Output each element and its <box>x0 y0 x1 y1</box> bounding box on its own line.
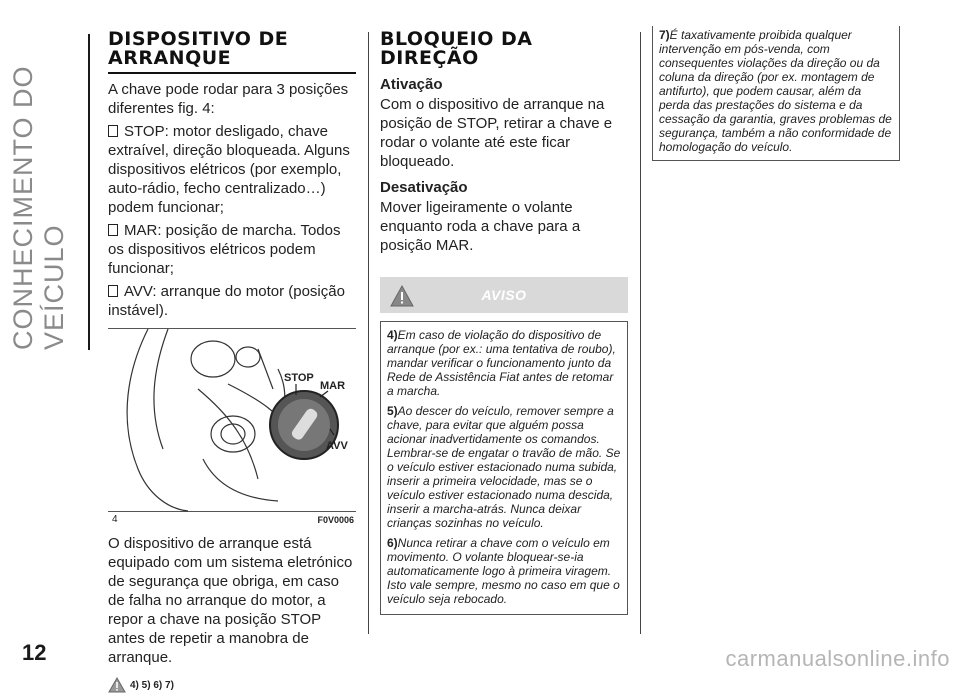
section-heading: BLOQUEIO DA DIREÇÃO <box>380 28 533 69</box>
warning-note: 5)Ao descer do veículo, remover sempre a chave, para evitar que alguém possa acionar inadvertidamente os comandos. Lembrar-se de engatar o travão de mão. Se o veículo estiver estacionado numa subida, inserir a primeira velocidade, mas se o veículo estiver estacionado numa descida, inserir a marcha-atrás. Nunca deixar crianças sozinhas no veículo. <box>387 404 621 530</box>
warning-label: AVISO <box>481 287 527 303</box>
body-text: Com o dispositivo de arranque na posição de STOP, retirar a chave e rodar o volante até este ficar bloqueado. <box>380 96 613 170</box>
checkbox-icon <box>108 224 118 236</box>
warning-note: 6)Nunca retirar a chave com o veículo em movimento. O volante bloquear-se-ia automaticamente logo à primeira viragem. Isto vale sempre, mesmo no caso em que o veículo seja rebocado. <box>387 536 620 606</box>
warning-triangle-icon <box>108 677 126 693</box>
warning-note-continued <box>652 26 900 161</box>
column-divider <box>368 32 369 634</box>
checkbox-icon <box>108 285 118 297</box>
chapter-title: CONHECIMENTO DO VEÍCULO <box>8 65 69 350</box>
body-text: Mover ligeiramente o volante enquanto roda a chave para a posição MAR. <box>380 199 581 254</box>
bullet-item: AVV: arranque do motor (posição instável). <box>108 283 345 319</box>
warning-references: 4) 5) 6) 7) <box>108 677 356 693</box>
warning-note: 7)É taxativamente proibida qualquer intervenção em pós-venda, com consequentes violações da direção ou da coluna da direção (por ex. montagem de antifurto), que podem causar, além da perda das prestações do sistema e da cessação da garantia, graves problemas de segurança, também a não conformidade de homologação do veículo. <box>659 28 892 154</box>
figure-code: F0V0006 <box>317 515 354 525</box>
watermark: carmanualsonline.info <box>725 646 950 671</box>
bullet-item: STOP: motor desligado, chave extraível, direção bloqueada. Alguns dispositivos elétricos (por exemplo, auto-rádio, fecho centralizado…) podem funcionar; <box>108 123 350 216</box>
body-text: O dispositivo de arranque está equipado com um sistema eletrónico de segurança que obriga, em caso de falha no arranque do motor, a repor a chave na posição STOP antes de repetir a manobra de arranque. <box>108 535 353 666</box>
subheading-deactivation: Desativação <box>380 179 468 196</box>
intro-text: A chave pode rodar para 3 posições diferentes fig. 4: <box>108 81 349 117</box>
label-avv: AVV <box>326 440 348 452</box>
label-mar: MAR <box>320 380 346 392</box>
figure-number: 4 <box>112 514 118 525</box>
checkbox-icon <box>108 125 118 137</box>
page-number: 12 <box>22 640 47 665</box>
warning-note: 4)Em caso de violação do dispositivo de arranque (por ex.: uma tentativa de roubo), mandar verificar o funcionamento junto da Rede de Assistência Fiat antes de retomar a marcha. <box>387 328 616 398</box>
ignition-figure <box>108 328 356 525</box>
column-3 <box>652 30 900 161</box>
column-2 <box>380 30 628 615</box>
column-1 <box>108 30 356 693</box>
chapter-rule <box>88 34 90 350</box>
warning-notes <box>380 321 628 615</box>
bullet-item: MAR: posição de marcha. Todos os dispositivos elétricos podem funcionar; <box>108 222 341 277</box>
heading-rule <box>108 72 356 74</box>
ignition-illustration <box>108 329 356 511</box>
subheading-activation: Ativação <box>380 76 443 93</box>
warning-banner <box>380 277 628 313</box>
label-stop: STOP <box>284 372 314 384</box>
column-divider <box>640 32 641 634</box>
section-heading: DISPOSITIVO DE ARRANQUE <box>108 28 289 69</box>
